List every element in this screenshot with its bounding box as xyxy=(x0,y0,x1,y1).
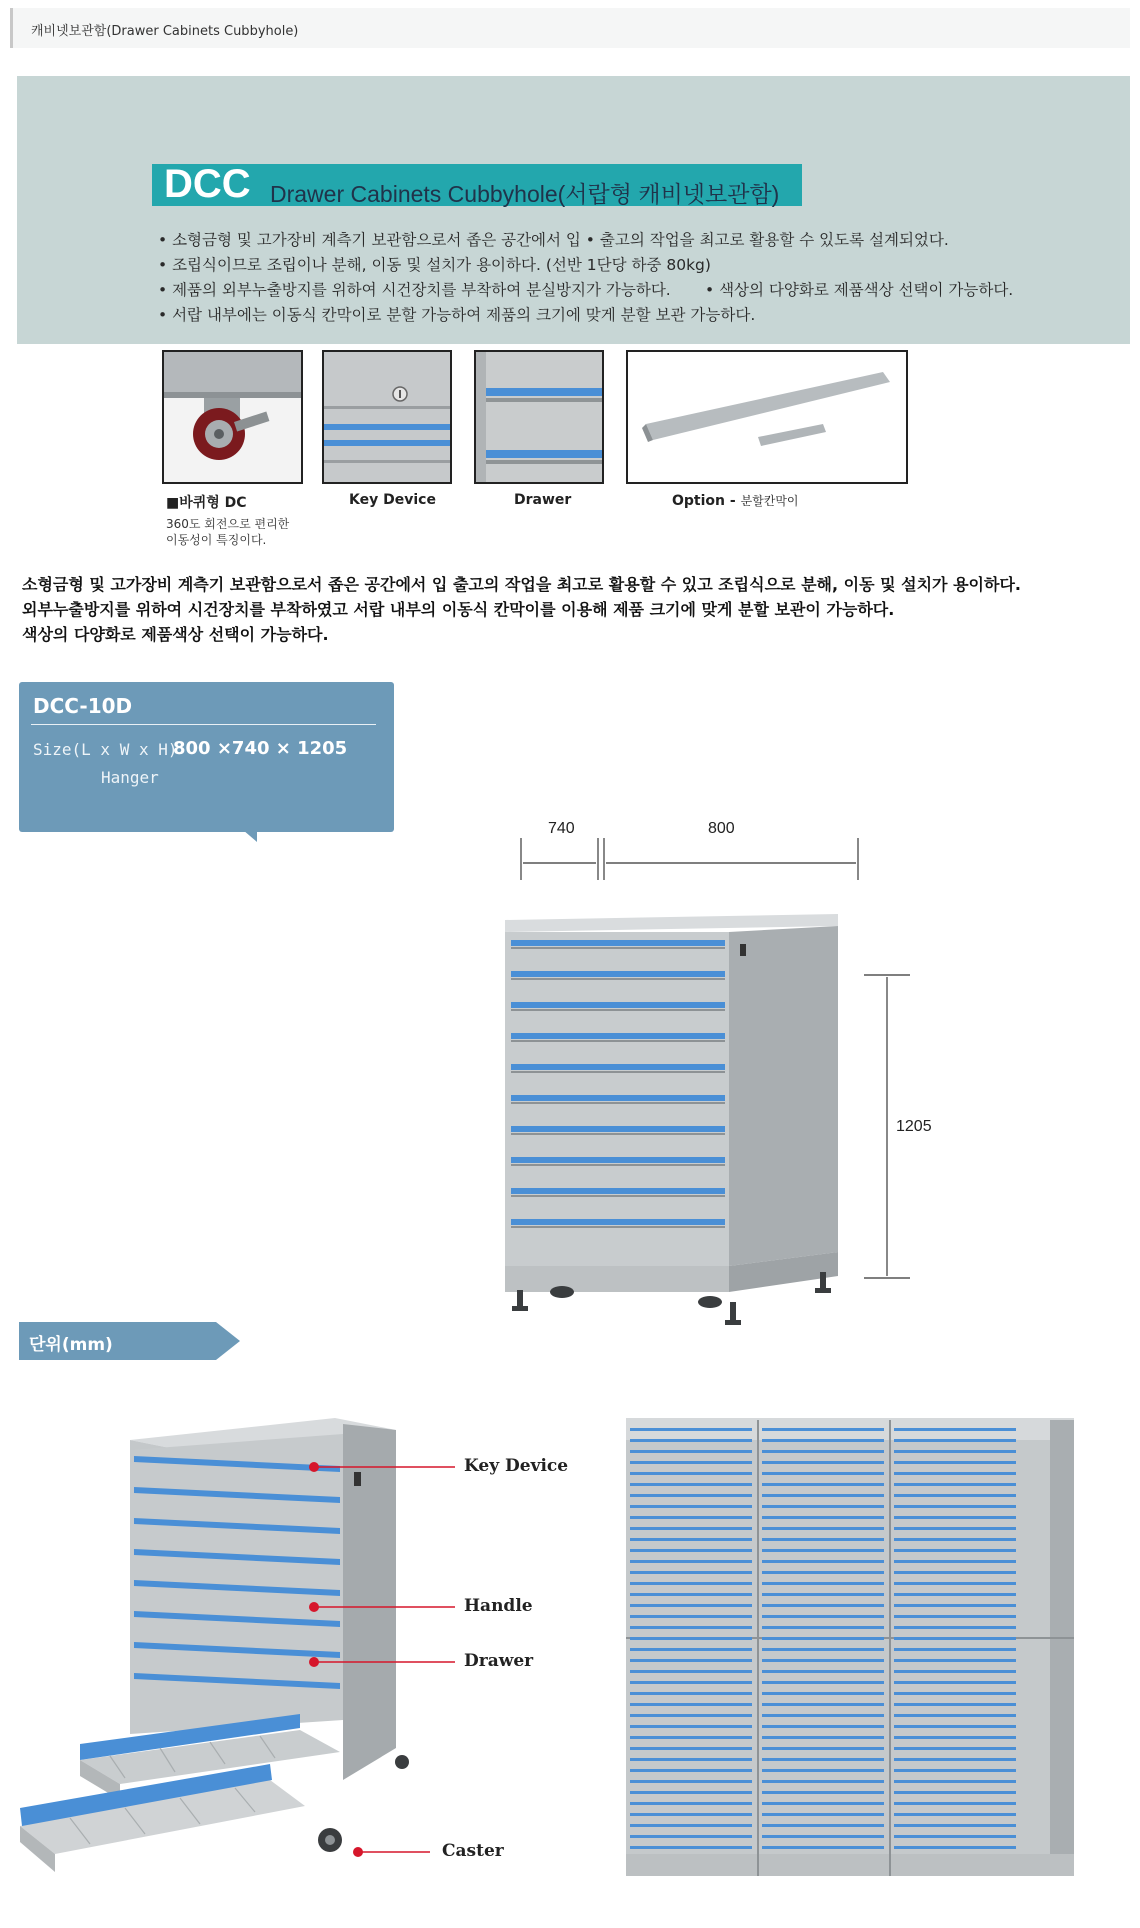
drawer-handle xyxy=(762,1516,884,1519)
drawer-handle xyxy=(630,1835,752,1838)
drawer-handle xyxy=(511,1095,725,1101)
cabinet-callout-drawing xyxy=(20,1418,409,1872)
drawer-handle xyxy=(762,1648,884,1651)
spec-hanger: Hanger xyxy=(101,768,159,787)
drawer-handle xyxy=(630,1472,752,1475)
drawer-handle xyxy=(762,1450,884,1453)
drawer-handle xyxy=(630,1791,752,1794)
drawer-handle xyxy=(630,1571,752,1574)
drawer-handle xyxy=(511,1157,725,1163)
drawer-handle xyxy=(762,1571,884,1574)
drawer-handle xyxy=(630,1582,752,1585)
drawer-handle xyxy=(630,1813,752,1816)
drawer-gap xyxy=(511,1071,725,1073)
drawer-handle xyxy=(630,1769,752,1772)
drawer-handle xyxy=(762,1791,884,1794)
drawer-handle xyxy=(630,1516,752,1519)
drawer-handle xyxy=(630,1692,752,1695)
drawer-gap xyxy=(511,1040,725,1042)
drawer-handle xyxy=(762,1736,884,1739)
drawer-handle xyxy=(630,1626,752,1629)
drawer-handle xyxy=(894,1472,1016,1475)
drawer-handle xyxy=(630,1505,752,1508)
drawer-handle xyxy=(630,1428,752,1431)
drawer-handle xyxy=(762,1615,884,1618)
drawer-handle xyxy=(630,1747,752,1750)
drawer-handle xyxy=(511,1219,725,1225)
drawer-handle xyxy=(894,1736,1016,1739)
drawer-handle xyxy=(630,1703,752,1706)
drawer-handle xyxy=(894,1670,1016,1673)
description-line: 외부누출방지를 위하여 시건장치를 부착하였고 서랍 내부의 이동식 칸막이를 이용해 제품 크기에 맞게 분할 보관이 가능하다. xyxy=(22,600,895,619)
drawer-handle xyxy=(894,1725,1016,1728)
drawer-handle xyxy=(630,1648,752,1651)
drawer-handle xyxy=(630,1527,752,1530)
drawer-handle xyxy=(894,1538,1016,1541)
drawer-handle xyxy=(762,1769,884,1772)
drawer-handle xyxy=(511,1126,725,1132)
drawer-handle xyxy=(894,1714,1016,1717)
title-code: DCC xyxy=(164,162,251,206)
drawer-handle xyxy=(894,1769,1016,1772)
drawer-handle xyxy=(762,1494,884,1497)
drawer-handle xyxy=(762,1527,884,1530)
drawer-handle xyxy=(762,1593,884,1596)
drawer-handle xyxy=(630,1802,752,1805)
drawer-handle xyxy=(630,1483,752,1486)
drawer-handle xyxy=(894,1791,1016,1794)
option-label: Option - xyxy=(672,493,741,509)
drawer-handle xyxy=(762,1604,884,1607)
banner-bullet: • 색상의 다양화로 제품색상 선택이 가능하다. xyxy=(705,281,1014,299)
drawer-handle xyxy=(894,1527,1016,1530)
stacked-cabinets xyxy=(626,1418,1074,1876)
drawer-handle xyxy=(762,1428,884,1431)
dimension-depth: 740 xyxy=(548,820,575,837)
drawer-handle xyxy=(630,1681,752,1684)
drawer-handle xyxy=(630,1593,752,1596)
drawer-handle xyxy=(894,1571,1016,1574)
unit-label: 단위(mm) xyxy=(29,1335,113,1355)
callout-caster: Caster xyxy=(442,1841,504,1861)
drawer-handle xyxy=(762,1483,884,1486)
drawer-handle xyxy=(762,1692,884,1695)
drawer-handle xyxy=(630,1736,752,1739)
description-line: 색상의 다양화로 제품색상 선택이 가능하다. xyxy=(22,625,329,644)
callout-handle: Handle xyxy=(464,1596,533,1616)
drawer-handle xyxy=(894,1703,1016,1706)
drawer-gap xyxy=(511,978,725,980)
drawer-handle xyxy=(762,1758,884,1761)
breadcrumb-text: 캐비넷보관함(Drawer Cabinets Cubbyhole) xyxy=(31,24,299,39)
drawer-handle xyxy=(894,1461,1016,1464)
drawer-handle xyxy=(762,1824,884,1827)
drawer-gap xyxy=(511,947,725,949)
unit-label-box xyxy=(19,1322,239,1360)
drawer-handle xyxy=(762,1725,884,1728)
drawer-handle xyxy=(630,1846,752,1849)
drawer-handle xyxy=(894,1428,1016,1431)
drawer-handle xyxy=(762,1626,884,1629)
drawer-handle xyxy=(630,1450,752,1453)
banner-bullet: • 조립식이므로 조립이나 분해, 이동 및 설치가 용이하다. (선반 1단당 하중 80kg) xyxy=(158,256,711,274)
drawer-handle xyxy=(894,1659,1016,1662)
drawer-handle xyxy=(762,1472,884,1475)
drawer-handle xyxy=(894,1802,1016,1805)
drawer-handle xyxy=(762,1835,884,1838)
drawer-handle xyxy=(630,1824,752,1827)
drawer-handle xyxy=(630,1780,752,1783)
drawer-handle xyxy=(762,1714,884,1717)
description-line: 소형금형 및 고가장비 계측기 보관함으로서 좁은 공간에서 입 출고의 작업을 최고로 활용할 수 있고 조립식으로 분해, 이동 및 설치가 용이하다. xyxy=(22,575,1021,594)
drawer-handle xyxy=(762,1505,884,1508)
drawer-handle xyxy=(894,1780,1016,1783)
drawer-gap xyxy=(511,1102,725,1104)
drawer-handle xyxy=(762,1747,884,1750)
drawer-handle xyxy=(762,1549,884,1552)
drawer-handle xyxy=(762,1461,884,1464)
drawer-handle xyxy=(894,1549,1016,1552)
feature-caption: ■바퀴형 DC xyxy=(166,495,247,511)
drawer-handle xyxy=(762,1802,884,1805)
drawer-handle xyxy=(762,1439,884,1442)
drawer-handle xyxy=(894,1846,1016,1849)
drawer-handle xyxy=(630,1461,752,1464)
drawer-gap xyxy=(511,1009,725,1011)
drawer-handle xyxy=(894,1648,1016,1651)
banner-bullet: • 소형금형 및 고가장비 계측기 보관함으로서 좁은 공간에서 입 • 출고의 작업을 최고로 활용할 수 있도록 설계되었다. xyxy=(158,231,949,249)
drawer-handle xyxy=(762,1538,884,1541)
drawer-handle xyxy=(762,1780,884,1783)
drawer-handle xyxy=(511,971,725,977)
feature-sub: 이동성이 특징이다. xyxy=(166,533,267,547)
drawer-handle xyxy=(511,940,725,946)
drawer-handle xyxy=(630,1725,752,1728)
drawer-gap xyxy=(511,1164,725,1166)
drawer-handle xyxy=(630,1659,752,1662)
drawer-handle xyxy=(894,1747,1016,1750)
drawer-gap xyxy=(511,1195,725,1197)
drawer-handle xyxy=(762,1846,884,1849)
drawer-handle xyxy=(762,1659,884,1662)
drawer-handle xyxy=(894,1516,1016,1519)
drawer-handle xyxy=(894,1593,1016,1596)
drawer-handle xyxy=(894,1681,1016,1684)
drawer-handle xyxy=(894,1604,1016,1607)
drawer-handle xyxy=(630,1604,752,1607)
drawer-handle xyxy=(894,1813,1016,1816)
drawer-handle xyxy=(630,1637,752,1640)
drawer-handle xyxy=(630,1538,752,1541)
drawer-handle xyxy=(894,1835,1016,1838)
drawer-handle xyxy=(762,1813,884,1816)
dimension-height: 1205 xyxy=(896,1118,932,1135)
drawer-handle xyxy=(762,1670,884,1673)
drawer-handle xyxy=(894,1582,1016,1585)
drawer-handle xyxy=(894,1505,1016,1508)
feature-caption: Key Device xyxy=(349,492,436,508)
drawer-handle xyxy=(762,1703,884,1706)
drawer-handle xyxy=(511,1033,725,1039)
banner-bullet: • 서랍 내부에는 이동식 칸막이로 분할 가능하여 제품의 크기에 맞게 분할 보관 가능하다. xyxy=(158,306,756,324)
drawer-handle xyxy=(630,1758,752,1761)
callout-drawer: Drawer xyxy=(464,1651,534,1671)
drawer-handle xyxy=(630,1549,752,1552)
drawer-handle xyxy=(894,1450,1016,1453)
spec-size-value: 800 ×740 × 1205 xyxy=(173,738,348,759)
option-sub: 분할칸막이 xyxy=(740,494,799,508)
drawer-handle xyxy=(894,1692,1016,1695)
drawer-handle xyxy=(894,1615,1016,1618)
drawer-handle xyxy=(630,1439,752,1442)
drawer-handle xyxy=(894,1439,1016,1442)
feature-sub: 360도 회전으로 편리한 xyxy=(166,517,290,531)
drawer-handle xyxy=(511,1064,725,1070)
drawer-handle xyxy=(762,1582,884,1585)
drawer-handle xyxy=(894,1560,1016,1563)
title-text: Drawer Cabinets Cubbyhole(서랍형 캐비넷보관함) xyxy=(270,181,780,207)
drawer-handle xyxy=(762,1681,884,1684)
drawer-handle xyxy=(894,1494,1016,1497)
drawer-handle xyxy=(894,1626,1016,1629)
drawer-handle xyxy=(630,1615,752,1618)
dimension-width: 800 xyxy=(708,820,735,837)
drawer-gap xyxy=(511,1133,725,1135)
drawer-gap xyxy=(511,1226,725,1228)
drawer-handle xyxy=(894,1483,1016,1486)
drawer-handle xyxy=(894,1824,1016,1827)
drawer-handle xyxy=(630,1714,752,1717)
banner-bullet: • 제품의 외부누출방지를 위하여 시건장치를 부착하여 분실방지가 가능하다. xyxy=(158,281,671,299)
drawer-handle xyxy=(762,1560,884,1563)
spec-size-label: Size(L x W x H) xyxy=(33,740,178,759)
spec-model: DCC-10D xyxy=(33,694,133,718)
callout-key-device: Key Device xyxy=(464,1456,569,1476)
drawer-handle xyxy=(630,1494,752,1497)
drawer-handle xyxy=(894,1637,1016,1640)
drawer-handle xyxy=(511,1002,725,1008)
drawer-handle xyxy=(762,1637,884,1640)
drawer-handle xyxy=(630,1670,752,1673)
drawer-handle xyxy=(630,1560,752,1563)
drawer-handle xyxy=(511,1188,725,1194)
drawer-handle xyxy=(894,1758,1016,1761)
feature-caption: Drawer xyxy=(514,492,572,508)
